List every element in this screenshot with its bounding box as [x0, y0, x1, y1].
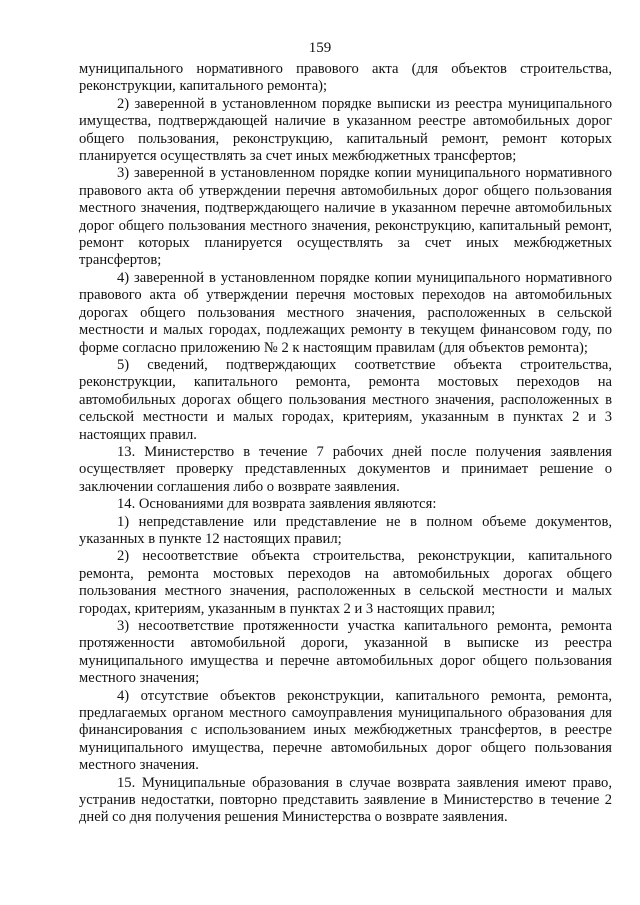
paragraph-item-5: 5) сведений, подтверждающих соответствие объекта строительства, реконструкции, капитального ремонта, ремонта мостовых переходов на автомобильных дорогах общего пользования местного значения, расположенных в сельской местности и малых городах, критериям, указанным в пунктах 2 и 3 настоящих правил. [79, 356, 612, 443]
document-body [79, 61, 612, 827]
paragraph-clause-14: 14. Основаниями для возврата заявления являются: [117, 496, 437, 513]
paragraph-clause-14-item-3: 3) несоответствие протяженности участка капитального ремонта, ремонта протяженности автомобильной дороги, указанной в выписке из реестра муниципального имущества и перечне автомобильных дорог общего пользования местного значения; [79, 618, 612, 687]
paragraph-clause-15: 15. Муниципальные образования в случае возврата заявления имеют право, устранив недостатки, повторно представить заявление в Министерство в течение 2 дней со дня получения решения Министерства о возврате заявления. [79, 774, 612, 826]
paragraph-clause-14-item-1: 1) непредставление или представление не в полном объеме документов, указанных в пункте 12 настоящих правил; [79, 513, 612, 547]
paragraph-clause-14-item-4: 4) отсутствие объектов реконструкции, капитального ремонта, ремонта, предлагаемых органом местного самоуправления муниципального образования для финансирования с использованием иных межбюджетных трансфертов, в реестре муниципального имущества, перечне автомобильных дорог общего пользования местного значения. [79, 687, 612, 774]
paragraph-clause-13: 13. Министерство в течение 7 рабочих дней после получения заявления осуществляет проверку представленных документов и принимает решение о заключении соглашения либо о возврате заявления. [79, 443, 612, 495]
page-number: 159 [308, 40, 332, 56]
paragraph-item-4: 4) заверенной в установленном порядке копии муниципального нормативного правового акта об утверждении перечня мостовых переходов на автомобильных дорогах общего пользования местного значения, расположенных в сельской местности и малых городах, подлежащих ремонту в текущем финансовом году, по форме согласно приложению № 2 к настоящим правилам (для объектов ремонта); [79, 269, 612, 356]
paragraph-continuation: муниципального нормативного правового акта (для объектов строительства, реконструкции, капитального ремонта); [79, 61, 612, 95]
paragraph-item-2: 2) заверенной в установленном порядке выписки из реестра муниципального имущества, подтверждающей наличие в указанном реестре автомобильных дорог общего пользования, реконструкцию, капитальный ремонт, ремонт которых планируется осуществлять за счет иных межбюджетных трансфертов; [79, 95, 612, 165]
paragraph-clause-14-item-2: 2) несоответствие объекта строительства, реконструкции, капитального ремонта, ремонта мостовых переходов на автомобильных дорогах общего пользования местного значения, расположенных в сельской местности и малых городах, критериям, указанным в пунктах 2 и 3 настоящих правил; [79, 548, 612, 617]
paragraph-item-3: 3) заверенной в установленном порядке копии муниципального нормативного правового акта об утверждении перечня автомобильных дорог общего пользования местного значения, подтверждающего наличие в указанном перечне автомобильных дорог общего пользования местного значения, реконструкцию, капитальный ремонт, ремонт которых планируется осуществлять за счет иных межбюджетных трансфертов; [79, 165, 612, 269]
